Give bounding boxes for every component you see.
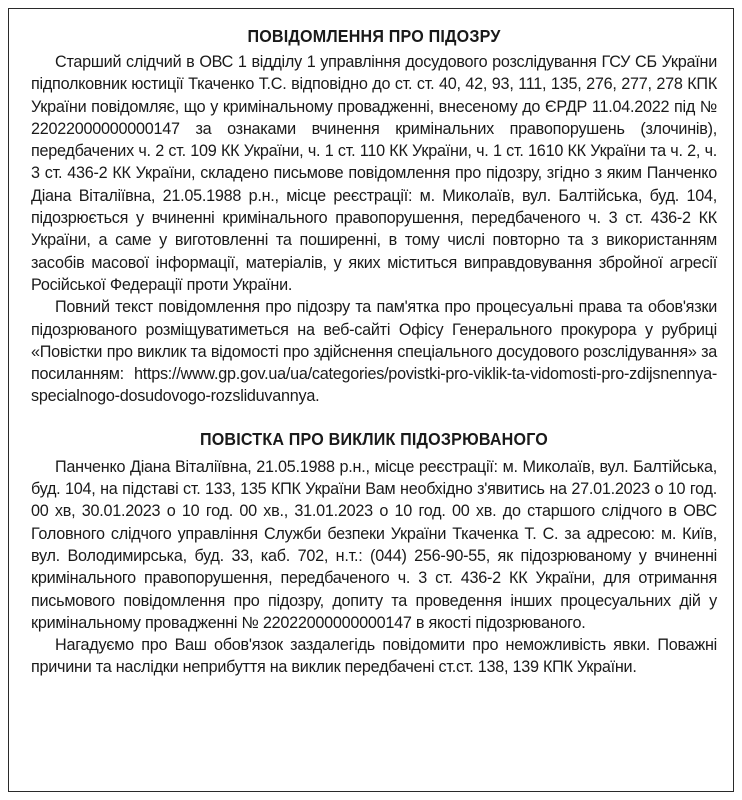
notice-paragraph-1: Старший слідчий в ОВС 1 відділу 1 управління досудового розслідування ГСУ СБ України підполковник юстиції Ткаченко Т.С. відповідно до ст. ст. 40, 42, 93, 111, 135, 276, 277, 278 КПК України повідомляє, що у кримінальному провадженні, внесеному до ЄРДР 11.04.2022 під № 22022000000000147 за ознаками вчинення кримінальних правопорушень (злочинів), передбачених ч. 2 ст. 109 КК України, ч. 1 ст. 110 КК України, ч. 1 ст. 1610 КК України та ч. 2, ч. 3 ст. 436-2 КК України, складено письмове повідомлення про підозру, згідно з яким Панченко Діана Віталіївна, 21.05.1988 р.н., місце реєстрації: м. Миколаїв, вул. Балтійська, буд. 104, підозрюється у вчиненні кримінального правопорушення, передбаченого ч. 3 ст. 436-2 КК України, а саме у виготовленні та поширенні, в тому числі повторно та з використанням засобів масової інформації, матеріалів, у яких міститься виправдовування збройної агресії Російської Федерації проти України.: [31, 53, 717, 294]
summons-title: ПОВІСТКА ПРО ВИКЛИК ПІДОЗРЮВАНОГО: [199, 428, 549, 449]
legal-notice-box: [8, 8, 734, 792]
notice-paragraph-2: Повний текст повідомлення про підозру та пам'ятка про процесуальні права та обов'язки підозрюваного розміщуватиметься на веб-сайті Офісу Генерального прокурора у рубриці «Повістки про виклик та відомості про здійснення спеціального досудового розслідування» за посиланням: https://www.gp.gov.ua/ua/categories/povistki-pro-viklik-ta-vidomosti-pro-zdijsnennya-specialnogo-dosudovogo-rozsliduvannya.: [31, 298, 717, 406]
notice-title: ПОВІДОМЛЕННЯ ПРО ПІДОЗРУ: [247, 26, 501, 46]
summons-paragraph-2: Нагадуємо про Ваш обов'язок заздалегідь повідомити про неможливість явки. Поважні причини та наслідки неприбуття на виклик передбачені ст.ст. 138, 139 КПК України.: [31, 636, 717, 677]
summons-paragraph-1: Панченко Діана Віталіївна, 21.05.1988 р.н., місце реєстрації: м. Миколаїв, вул. Балтійська, буд. 104, на підставі ст. 133, 135 КПК України Вам необхідно з'явитись на 27.01.2023 о 10 год. 00 хв, 30.01.2023 о 10 год. 00 хв., 31.01.2023 о 10 год. 00 хв. до старшого слідчого в ОВС Головного слідчого управління Служби безпеки України Ткаченка Т. С. за адресою: м. Київ, вул. Володимирська, буд. 33, каб. 702, н.т.: (044) 256-90-55, як підозрюваному у вчиненні кримінального правопорушення, передбаченого ч. 3 ст. 436-2 КК України, для отримання письмового повідомлення про підозру, допиту та проведення інших процесуальних дій у кримінальному провадженні № 22022000000000147 в якості підозрюваного.: [31, 457, 717, 632]
